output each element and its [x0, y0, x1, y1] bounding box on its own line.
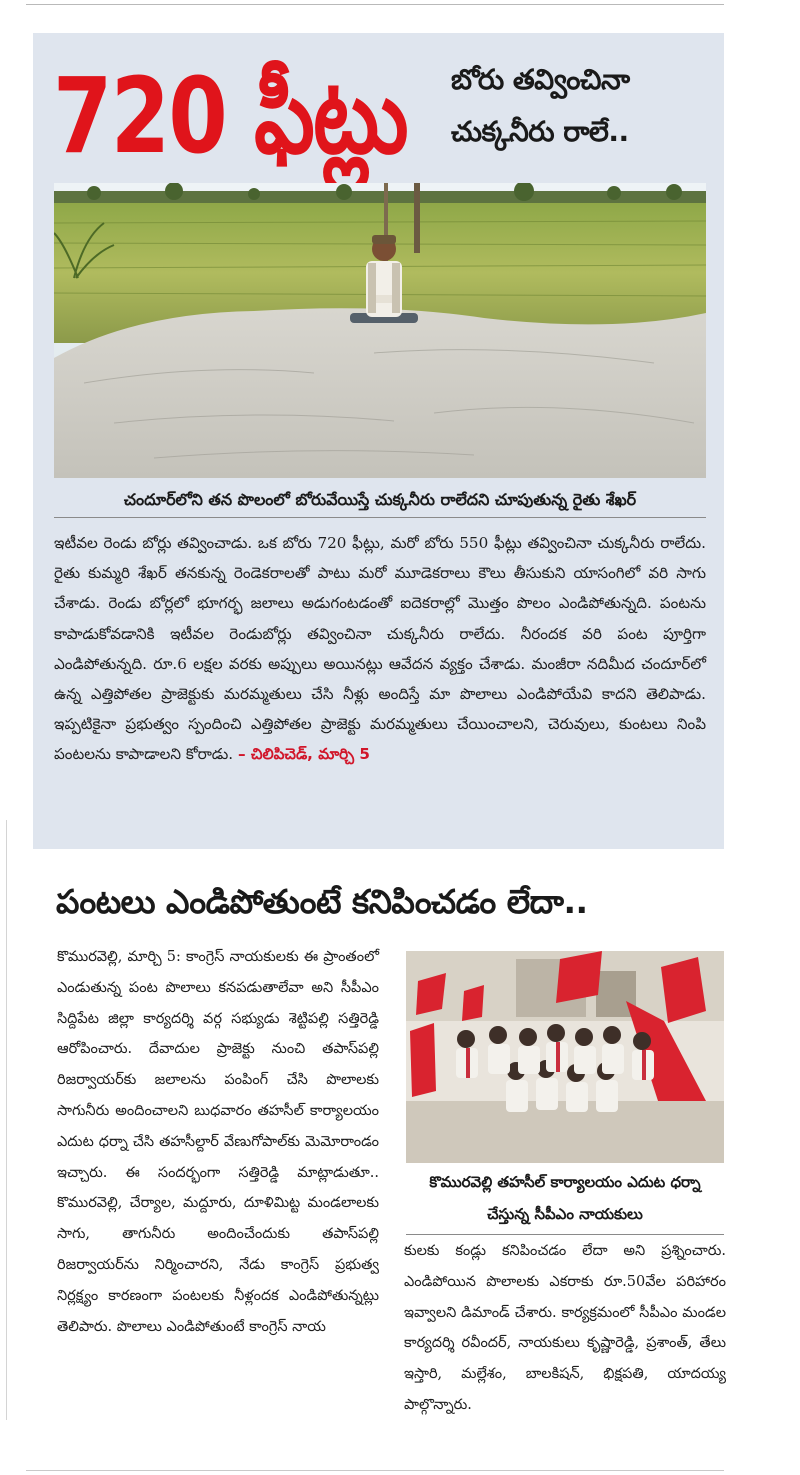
protest-photo [406, 951, 724, 1163]
story-column-left: కొమురవెల్లి, మార్చి 5: కాంగ్రెస్ నాయకులకు ఈ ప్రాంతంలో ఎండుతున్న పంట పొలాలు కనపడుతాలేవా అని సీపీఎం సిద్దిపేట జిల్లా కార్యదర్శి వర్గ సభ్యుడు శెట్టిపల్లి సత్తిరెడ్డి ఆరోపించారు. దేవాదుల ప్రాజెక్టు నుంచి తపాస్‌పల్లి రిజర్వాయర్‌కు జలాలను పంపింగ్ చేసి పొలాలకు సాగునీరు అందించాలని బుధవారం తహసీల్ కార్యాలయం ఎదుట ధర్నా చేసి తహసీల్దార్ వేణుగోపాల్‌కు మెమోరాండం ఇచ్చారు. ఈ సందర్భంగా సత్తిరెడ్డి మాట్లాడుతూ.. కొమురవెల్లి, చేర్యాల, మద్దూరు, దూళిమిట్ట మండలాలకు సాగు, తాగునీరు అందించేందుకు తపాస్‌పల్లి రిజర్వాయర్‌ను నిర్మించారని, నేడు కాంగ్రెస్ ప్రభుత్వ నిర్లక్ష్యం కారణంగా పంటలకు నీళ్లందక ఎండిపోతున్నట్లు తెలిపారు. పొలాలు ఎండిపోతుంటే కాంగ్రెస్ నాయ [57, 949, 379, 1335]
dateline: – చిలిపిచెడ్, మార్చి 5 [237, 745, 370, 764]
photo-caption-protest: కొమురవెల్లి తహసీల్ కార్యాలయం ఎదుట ధర్నా చేస్తున్న సీపీఎం నాయకులు [406, 1166, 724, 1235]
photo-caption-borewell: చందూర్‌లోని తన పొలంలో బోరువేయిస్తే చుక్కనీరు రాలేదని చూపుతున్న రైతు శేఖర్ [54, 483, 706, 518]
story-box-borewell [33, 33, 724, 849]
story-body-text: ఇటీవల రెండు బోర్లు తవ్వించాడు. ఒక బోరు 720 ఫీట్లు, మరో బోరు 550 ఫీట్లు తవ్వించినా చుక్కనీరు రాలేదు. రైతు కుమ్మరి శేఖర్ తనకున్న రెండెకరాలతో పాటు మరో మూడెకరాలు కౌలు తీసుకుని యాసంగిలో వరి సాగు చేశాడు. రెండు బోర్లలో భూగర్భ జలాలు అడుగంటడంతో ఐదెకరాల్లో మొత్తం పొలం ఎండిపోతున్నది. పంటను కాపాడుకోవడానికి ఇటీవల రెండుబోర్లు తవ్వించినా చుక్కనీరు రాలేదు. నీరందక వరి పంట పూర్తిగా ఎండిపోతున్నది. రూ.6 లక్షల వరకు అప్పులు అయినట్లు ఆవేదన వ్యక్తం చేశాడు. మంజీరా నదిమీద చందూర్‌లో ఉన్న ఎత్తిపోతల ప్రాజెక్టుకు మరమ్మతులు చేసి నీళ్లు అందిస్తే మా పొలాలు ఎండిపోయేవి కాదని తెలిపాడు. ఇప్పటికైనా ప్రభుత్వం స్పందించి ఎత్తిపోతల ప్రాజెక్టు మరమ్మతులు చేయించాలని, చెరువులు, కుంటలు నింపి పంటలను కాపాడాలని కోరాడు. [54, 534, 706, 764]
headline-big-number: 720 ఫీట్లు [53, 55, 407, 177]
headline-line-2: చుక్కనీరు రాలే.. [451, 115, 629, 148]
top-rule [26, 4, 724, 5]
bottom-rule [26, 1470, 724, 1471]
story-column-right: కులకు కండ్లు కనిపించడం లేదా అని ప్రశ్నించారు. ఎండిపోయిన పొలాలకు ఎకరాకు రూ.50వేల పరిహారం ఇవ్వాలని డిమాండ్ చేశారు. కార్యక్రమంలో సీపీఎం మండల కార్యదర్శి రవీందర్, నాయకులు కృష్ణారెడ్డి, ప్రశాంత్, తేలు ఇస్తారి, మల్లేశం, బాలకిషన్, భిక్షపతి, యాదయ్య పాల్గొన్నారు. [404, 1243, 726, 1413]
story-body-borewell [54, 528, 706, 770]
column-rule [6, 820, 7, 1420]
headline-crops-drying: పంటలు ఎండిపోతుంటే కనిపించడం లేదా.. [56, 882, 588, 921]
headline-line-1: బోరు తవ్వించినా [451, 63, 630, 96]
farmer-field-photo [54, 183, 706, 478]
